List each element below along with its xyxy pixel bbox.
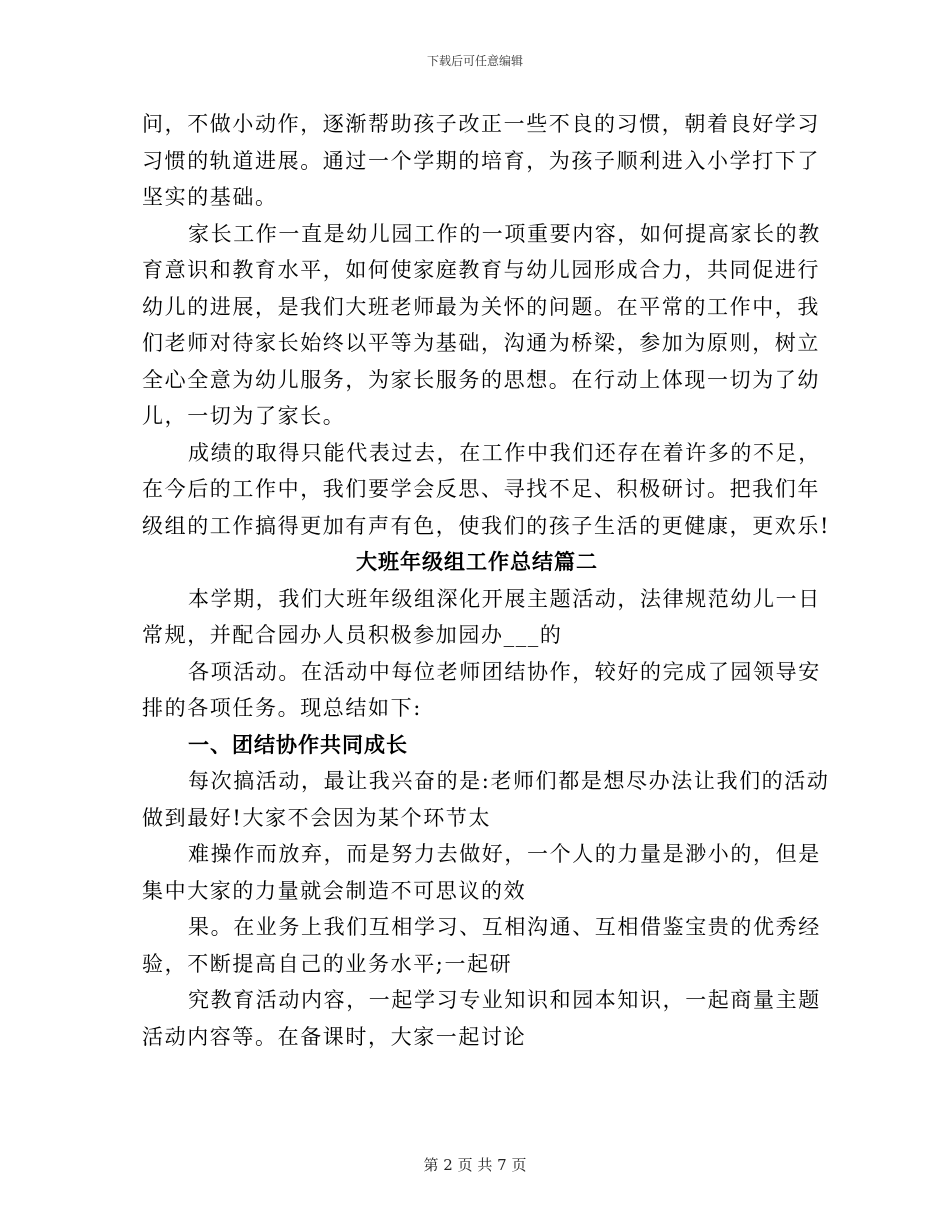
subsection-heading: 一、团结协作共同成长 [188,731,408,757]
text-line: 在今后的工作中，我们要学会反思、寻找不足、积极研讨。把我们年 [142,477,820,501]
document-body [142,106,831,1055]
text-line: 全心全意为幼儿服务，为家长服务的思想。在行动上体现一切为了幼 [142,367,820,392]
paragraph-start-line: 本学期，我们大班年级组深化开展主题活动，法律规范幼儿一日 [188,586,821,611]
text-line: 们老师对待家长始终以平等为基础，沟通为桥梁，参加为原则，树立 [142,331,820,355]
page-header: 下载后可任意编辑 [426,54,523,68]
paragraph-start-line: 果。在业务上我们互相学习、互相沟通、互相借鉴宝贵的优秀经 [188,915,821,939]
text-line: 儿，一切为了家长。 [142,404,346,428]
text-line: 排的各项任务。现总结如下: [142,696,422,720]
text-line: 活动内容等。在备课时，大家一起讨论 [142,1024,527,1049]
page-footer: 第 2 页 共 7 页 [423,1156,527,1174]
text-line: 做到最好!大家不会因为某个环节太 [142,805,492,830]
text-line: 集中大家的力量就会制造不可思议的效 [142,878,527,903]
paragraph-start-line: 难操作而放弃，而是努力去做好，一个人的力量是渺小的，但是 [188,842,821,866]
text-line: 验，不断提高自己的业务水平;一起研 [142,951,513,976]
text-line: 级组的工作搞得更加有声有色，使我们的孩子生活的更健康，更欢乐! [142,513,831,538]
paragraph-start-line: 家长工作一直是幼儿园工作的一项重要内容，如何提高家长的教 [188,221,821,246]
paragraph-start-line: 究教育活动内容，一起学习专业知识和园本知识，一起商量主题 [188,988,821,1012]
paragraph-start-line: 各项活动。在活动中每位老师团结协作，较好的完成了园领导安 [188,659,821,684]
text-line: 育意识和教育水平，如何使家庭教育与幼儿园形成合力，共同促进行 [142,258,820,282]
text-line: 幼儿的进展，是我们大班老师最为关怀的问题。在平常的工作中，我 [142,294,820,319]
text-line: 坚实的基础。 [142,185,278,209]
text-line: 习惯的轨道进展。通过一个学期的培育，为孩子顺利进入小学打下了 [142,148,820,173]
paragraph-start-line: 每次搞活动，最让我兴奋的是:老师们都是想尽办法让我们的活动 [188,769,830,793]
text-line: 问，不做小动作，逐渐帮助孩子改正一些不良的习惯，朝着良好学习 [142,112,820,136]
text-line: 常规，并配合园办人员积极参加园办___的 [142,623,563,647]
section-title: 大班年级组工作总结篇二 [356,549,598,574]
paragraph-start-line: 成绩的取得只能代表过去，在工作中我们还存在着许多的不足， [188,440,821,465]
